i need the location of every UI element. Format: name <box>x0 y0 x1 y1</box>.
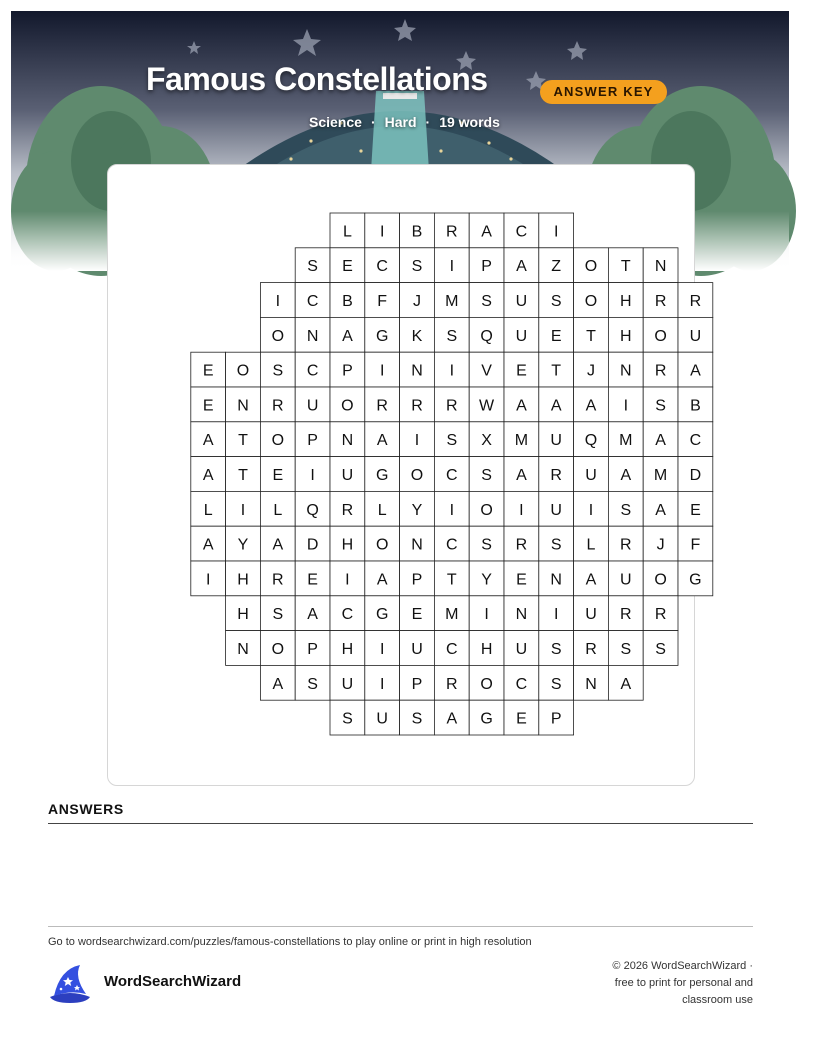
grid-letter[interactable]: S <box>550 641 562 658</box>
grid-letter[interactable]: A <box>655 432 666 450</box>
grid-letter[interactable]: U <box>515 327 528 345</box>
grid-letter[interactable]: M <box>445 606 459 624</box>
grid-letter[interactable]: U <box>620 571 632 589</box>
grid-letter[interactable]: T <box>238 467 248 484</box>
grid-letter[interactable]: N <box>654 258 667 276</box>
grid-letter[interactable]: S <box>446 432 458 450</box>
grid-letter[interactable]: S <box>481 536 492 554</box>
grid-letter[interactable]: I <box>449 362 455 380</box>
grid-letter[interactable]: E <box>202 362 214 380</box>
grid-letter[interactable]: P <box>481 258 492 276</box>
grid-letter[interactable]: U <box>341 467 354 484</box>
grid-letter[interactable]: G <box>480 710 493 728</box>
grid-letter[interactable]: H <box>237 571 249 589</box>
grid-letter[interactable]: T <box>586 327 596 345</box>
grid-letter[interactable]: A <box>620 467 632 484</box>
grid-letter[interactable]: E <box>516 571 527 589</box>
brand-name: WordSearchWizard <box>104 973 242 990</box>
grid-letter[interactable]: I <box>240 501 246 519</box>
grid-letter[interactable]: S <box>550 536 562 554</box>
grid-letter[interactable]: P <box>342 362 353 380</box>
grid-letter[interactable]: I <box>414 432 420 450</box>
grid-letter[interactable]: U <box>515 641 528 658</box>
grid-letter[interactable]: A <box>376 571 388 589</box>
meta-category: Science <box>309 114 362 130</box>
grid-letter[interactable]: A <box>620 675 632 693</box>
grid-letter[interactable]: L <box>377 501 387 519</box>
grid-letter[interactable]: S <box>550 293 562 310</box>
grid-letter[interactable]: A <box>342 327 353 345</box>
grid-letter[interactable]: E <box>307 571 318 589</box>
grid-letter[interactable]: U <box>376 710 388 728</box>
grid-letter[interactable]: U <box>550 432 562 450</box>
grid-letter[interactable]: A <box>446 710 458 728</box>
grid-letter[interactable]: E <box>516 362 527 380</box>
grid-letter[interactable]: O <box>375 536 389 554</box>
grid-letter[interactable]: E <box>202 397 214 415</box>
grid-letter[interactable]: A <box>202 536 214 554</box>
grid-letter[interactable]: Q <box>306 501 319 519</box>
grid-letter[interactable]: R <box>515 536 528 554</box>
grid-letter[interactable]: R <box>446 675 458 693</box>
grid-letter[interactable]: F <box>690 536 701 554</box>
copyright-line: free to print for personal and <box>614 977 753 989</box>
grid-letter[interactable]: C <box>341 606 354 624</box>
grid-letter[interactable]: I <box>275 293 281 310</box>
grid-letter[interactable]: A <box>272 675 284 693</box>
grid-letter[interactable]: R <box>585 641 597 658</box>
grid-letter[interactable]: D <box>689 467 702 484</box>
grid-letter[interactable]: G <box>375 327 389 345</box>
grid-letter[interactable]: Y <box>237 536 249 554</box>
grid-letter[interactable]: P <box>550 710 562 728</box>
grid-letter[interactable]: O <box>271 327 285 345</box>
grid-letter[interactable]: U <box>306 397 319 415</box>
grid-letter[interactable]: S <box>655 641 666 658</box>
grid-letter[interactable]: I <box>379 641 385 658</box>
grid-letter[interactable]: I <box>623 397 629 415</box>
grid-letter[interactable]: L <box>273 501 283 519</box>
grid-letter[interactable]: R <box>654 606 667 624</box>
grid-letter[interactable]: M <box>514 432 529 450</box>
grid-letter[interactable]: U <box>585 467 597 484</box>
grid-letter[interactable]: U <box>585 606 597 624</box>
grid-letter[interactable]: N <box>341 432 354 450</box>
grid-letter[interactable]: B <box>690 397 701 415</box>
grid-letter[interactable]: S <box>272 606 284 624</box>
grid-letter[interactable]: A <box>655 501 666 519</box>
grid-letter[interactable]: C <box>306 293 319 310</box>
grid-letter[interactable]: S <box>550 675 562 693</box>
grid-letter[interactable]: N <box>550 571 562 589</box>
grid-letter[interactable]: S <box>342 710 353 728</box>
grid-letter[interactable]: A <box>481 223 492 241</box>
grid-letter[interactable]: L <box>342 223 352 241</box>
grid-letter[interactable]: R <box>689 293 702 310</box>
grid-letter[interactable]: I <box>310 467 315 484</box>
grid-letter[interactable]: R <box>620 536 632 554</box>
grid-letter[interactable]: B <box>342 293 353 310</box>
grid-letter[interactable]: O <box>480 501 493 519</box>
grid-letter[interactable]: A <box>585 571 597 589</box>
grid-letter[interactable]: R <box>620 606 632 624</box>
grid-letter[interactable]: R <box>376 397 388 415</box>
grid-letter[interactable]: I <box>205 571 211 589</box>
grid-letter[interactable]: O <box>584 293 598 310</box>
grid-letter[interactable]: N <box>411 362 423 380</box>
grid-letter[interactable]: A <box>516 258 527 276</box>
grid-letter[interactable]: U <box>515 293 528 310</box>
grid-letter[interactable]: S <box>481 293 492 310</box>
grid-letter[interactable]: R <box>654 362 667 380</box>
grid-letter[interactable]: L <box>203 501 213 519</box>
grid-letter[interactable]: G <box>689 571 702 589</box>
grid-letter[interactable]: R <box>654 293 667 310</box>
grid-letter[interactable]: R <box>272 397 284 415</box>
grid-letter[interactable]: H <box>620 327 632 345</box>
grid-letter[interactable]: R <box>446 223 458 241</box>
grid-letter[interactable]: T <box>551 362 562 380</box>
puzzle-card <box>107 164 702 786</box>
grid-letter[interactable]: C <box>689 432 702 450</box>
grid-letter[interactable]: H <box>480 641 493 658</box>
grid-letter[interactable]: M <box>619 432 633 450</box>
grid-letter[interactable]: L <box>586 536 596 554</box>
grid-letter[interactable]: J <box>587 362 595 380</box>
grid-letter[interactable]: I <box>379 675 385 693</box>
grid-letter[interactable]: Q <box>584 432 598 450</box>
answers-heading: ANSWERS <box>48 801 124 817</box>
grid-letter[interactable]: V <box>481 362 492 380</box>
grid-letter[interactable]: T <box>446 571 457 589</box>
grid-letter[interactable]: R <box>446 397 458 415</box>
grid-letter[interactable]: R <box>411 397 423 415</box>
answer-key-badge: ANSWER KEY <box>540 80 667 104</box>
grid-letter[interactable]: I <box>484 606 489 624</box>
grid-letter[interactable]: S <box>655 397 666 415</box>
grid-letter[interactable]: W <box>479 397 495 415</box>
grid-letter[interactable]: I <box>449 501 455 519</box>
grid-letter[interactable]: O <box>341 397 354 415</box>
grid-letter[interactable]: O <box>271 641 285 658</box>
grid-letter[interactable]: A <box>307 606 318 624</box>
word-search-grid <box>108 165 702 785</box>
grid-letter[interactable]: H <box>341 536 354 554</box>
grid-letter[interactable]: N <box>515 606 528 624</box>
grid-letter[interactable]: I <box>519 501 524 519</box>
grid-letter[interactable]: B <box>411 223 423 241</box>
grid-letter[interactable]: O <box>654 571 667 589</box>
grid-letter[interactable]: N <box>306 327 319 345</box>
grid-letter[interactable]: O <box>584 258 598 276</box>
meta-difficulty: Hard <box>384 114 417 130</box>
grid-letter[interactable]: M <box>653 467 668 484</box>
grid-letter[interactable]: R <box>550 467 562 484</box>
copyright-line: © 2026 WordSearchWizard · <box>612 960 753 972</box>
footer-url-text: Go to wordsearchwizard.com/puzzles/famous-constellations to play online or print in high resolution <box>48 936 532 948</box>
grid-letter[interactable]: H <box>341 641 354 658</box>
grid-letter[interactable]: S <box>620 501 632 519</box>
grid-letter[interactable]: C <box>446 467 458 484</box>
copyright-notice <box>553 958 753 1009</box>
grid-letter[interactable]: Y <box>411 501 423 519</box>
grid-letter[interactable]: A <box>516 467 527 484</box>
grid-letter[interactable]: C <box>376 258 388 276</box>
grid-letter[interactable]: X <box>481 432 492 450</box>
grid-letter[interactable]: S <box>307 258 318 276</box>
grid-letter[interactable]: K <box>411 327 423 345</box>
grid-letter[interactable]: G <box>375 606 389 624</box>
puzzle-meta: Science · Hard · 19 words <box>309 114 500 130</box>
grid-letter[interactable]: C <box>446 641 458 658</box>
puzzle-title: Famous Constellations <box>146 61 488 97</box>
grid-letter[interactable]: N <box>620 362 632 380</box>
grid-letter[interactable]: I <box>345 571 350 589</box>
grid-letter[interactable]: C <box>306 362 319 380</box>
grid-letter[interactable]: I <box>449 258 455 276</box>
grid-letter[interactable]: E <box>516 710 527 728</box>
answers-divider <box>48 823 753 824</box>
grid-letter[interactable]: C <box>515 675 528 693</box>
grid-letter[interactable]: A <box>690 362 701 380</box>
wizard-hat-icon <box>46 963 94 1005</box>
grid-letter[interactable]: E <box>272 467 284 484</box>
grid-letter[interactable]: H <box>620 293 632 310</box>
copyright-line: classroom use <box>682 994 753 1006</box>
grid-letter[interactable]: S <box>620 641 632 658</box>
grid-letter[interactable]: A <box>516 397 527 415</box>
grid-letter[interactable]: S <box>446 327 458 345</box>
grid-letter[interactable]: N <box>237 397 249 415</box>
grid-letter[interactable]: S <box>411 710 423 728</box>
grid-letter[interactable]: U <box>689 327 702 345</box>
grid-letter[interactable]: A <box>376 432 388 450</box>
grid-letter[interactable]: U <box>550 501 562 519</box>
grid-letter[interactable]: M <box>445 293 459 310</box>
grid-letter[interactable]: D <box>306 536 319 554</box>
grid-letter[interactable]: N <box>585 675 597 693</box>
grid-letter[interactable]: U <box>411 641 423 658</box>
grid-letter[interactable]: E <box>550 327 562 345</box>
grid-letter[interactable]: P <box>307 641 318 658</box>
grid-letter[interactable]: G <box>375 467 389 484</box>
grid-letter[interactable]: A <box>202 432 214 450</box>
grid-letter[interactable]: O <box>236 362 250 380</box>
grid-letter[interactable]: A <box>202 467 214 484</box>
grid-letter[interactable]: U <box>341 675 354 693</box>
grid-letter[interactable]: C <box>446 536 458 554</box>
grid-letter[interactable]: I <box>588 501 594 519</box>
grid-letter[interactable]: O <box>271 432 285 450</box>
footer-divider <box>48 926 753 927</box>
grid-letter[interactable]: P <box>411 571 423 589</box>
grid-letter[interactable]: H <box>237 606 249 624</box>
grid-letter[interactable]: O <box>480 675 493 693</box>
grid-letter[interactable]: Y <box>481 571 492 589</box>
grid-letter[interactable]: Z <box>551 258 562 276</box>
meta-word-count: 19 words <box>439 114 500 130</box>
grid-letter[interactable]: T <box>620 258 631 276</box>
grid-letter[interactable]: P <box>307 432 318 450</box>
grid-letter[interactable]: O <box>654 327 667 345</box>
grid-letter[interactable]: T <box>238 432 248 450</box>
grid-letter[interactable]: O <box>410 467 424 484</box>
grid-letter[interactable]: E <box>690 501 701 519</box>
grid-letter[interactable]: A <box>585 397 597 415</box>
grid-letter[interactable]: N <box>411 536 423 554</box>
grid-letter[interactable]: R <box>272 571 284 589</box>
grid-letter[interactable]: N <box>237 641 249 658</box>
grid-letter[interactable]: A <box>272 536 284 554</box>
grid-letter[interactable]: S <box>481 467 492 484</box>
grid-letter[interactable]: I <box>379 362 385 380</box>
grid-letter[interactable]: I <box>379 223 385 241</box>
grid-letter[interactable]: Q <box>480 327 493 345</box>
grid-letter[interactable]: E <box>411 606 423 624</box>
grid-letter[interactable]: C <box>515 223 528 241</box>
grid-letter[interactable]: R <box>341 501 354 519</box>
grid-letter[interactable]: J <box>413 293 421 310</box>
grid-letter[interactable]: P <box>411 675 423 693</box>
grid-letter[interactable]: J <box>656 536 665 554</box>
grid-letter[interactable]: S <box>411 258 423 276</box>
grid-letter[interactable]: F <box>377 293 388 310</box>
grid-letter[interactable]: S <box>272 362 284 380</box>
grid-letter[interactable]: A <box>550 397 562 415</box>
grid-letter[interactable]: I <box>553 223 559 241</box>
grid-letter[interactable]: I <box>553 606 559 624</box>
grid-letter[interactable]: E <box>342 258 353 276</box>
grid-letter[interactable]: S <box>307 675 318 693</box>
